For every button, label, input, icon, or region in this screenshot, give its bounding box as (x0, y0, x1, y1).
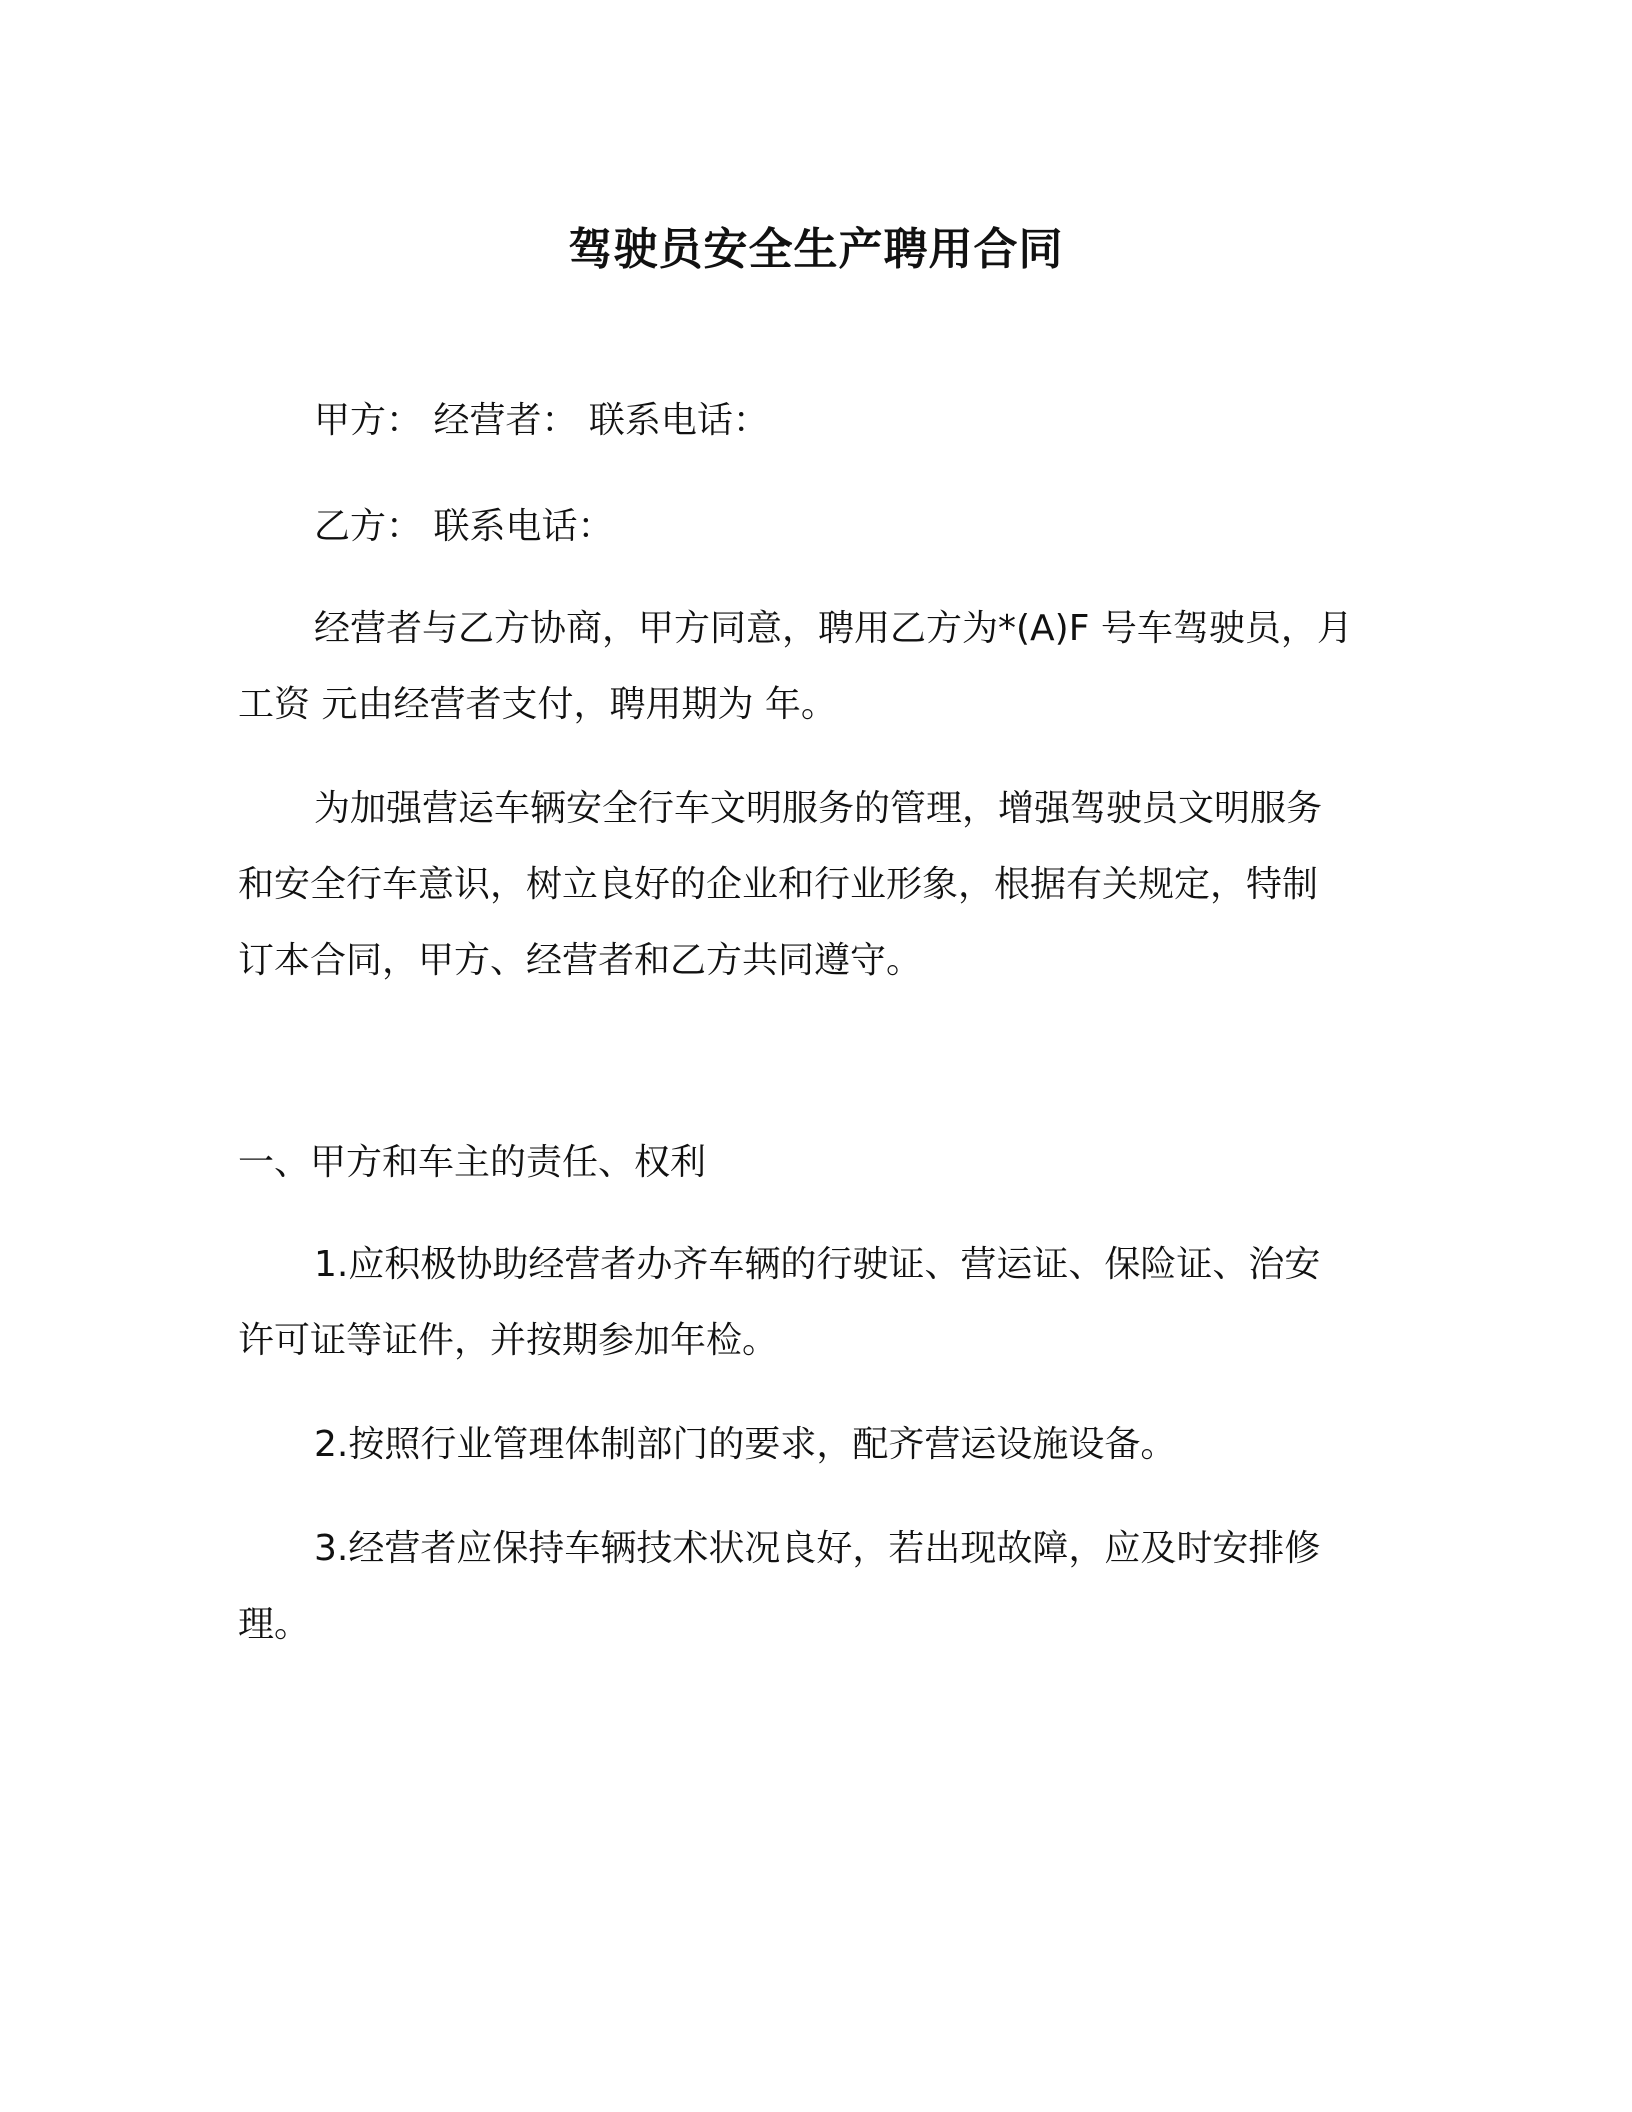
item2-line-1: 2.按照行业管理体制部门的要求，配齐营运设施设备。 (314, 1424, 1177, 1465)
para1-line-2: 工资 元由经营者支付，聘用期为 年。 (238, 684, 837, 725)
para2-line-3: 订本合同，甲方、经营者和乙方共同遵守。 (238, 940, 923, 981)
para1-line-1: 经营者与乙方协商，甲方同意，聘用乙方为*(A)F 号车驾驶员，月 (314, 608, 1353, 649)
party-a-line: 甲方： 经营者： 联系电话： (314, 400, 769, 441)
item1-line-2: 许可证等证件，并按期参加年检。 (238, 1320, 779, 1361)
item1-line-1: 1.应积极协助经营者办齐车辆的行驶证、营运证、保险证、治安 (314, 1244, 1321, 1285)
document-title: 驾驶员安全生产聘用合同 (568, 224, 1064, 275)
para2-line-1: 为加强营运车辆安全行车文明服务的管理，增强驾驶员文明服务 (314, 788, 1323, 829)
section1-heading: 一、甲方和车主的责任、权利 (238, 1142, 707, 1183)
party-b-line: 乙方： 联系电话： (314, 506, 614, 547)
para2-line-2: 和安全行车意识，树立良好的企业和行业形象，根据有关规定，特制 (238, 864, 1319, 905)
item3-line-2: 理。 (238, 1604, 311, 1645)
item3-line-1: 3.经营者应保持车辆技术状况良好，若出现故障，应及时安排修 (314, 1528, 1321, 1569)
